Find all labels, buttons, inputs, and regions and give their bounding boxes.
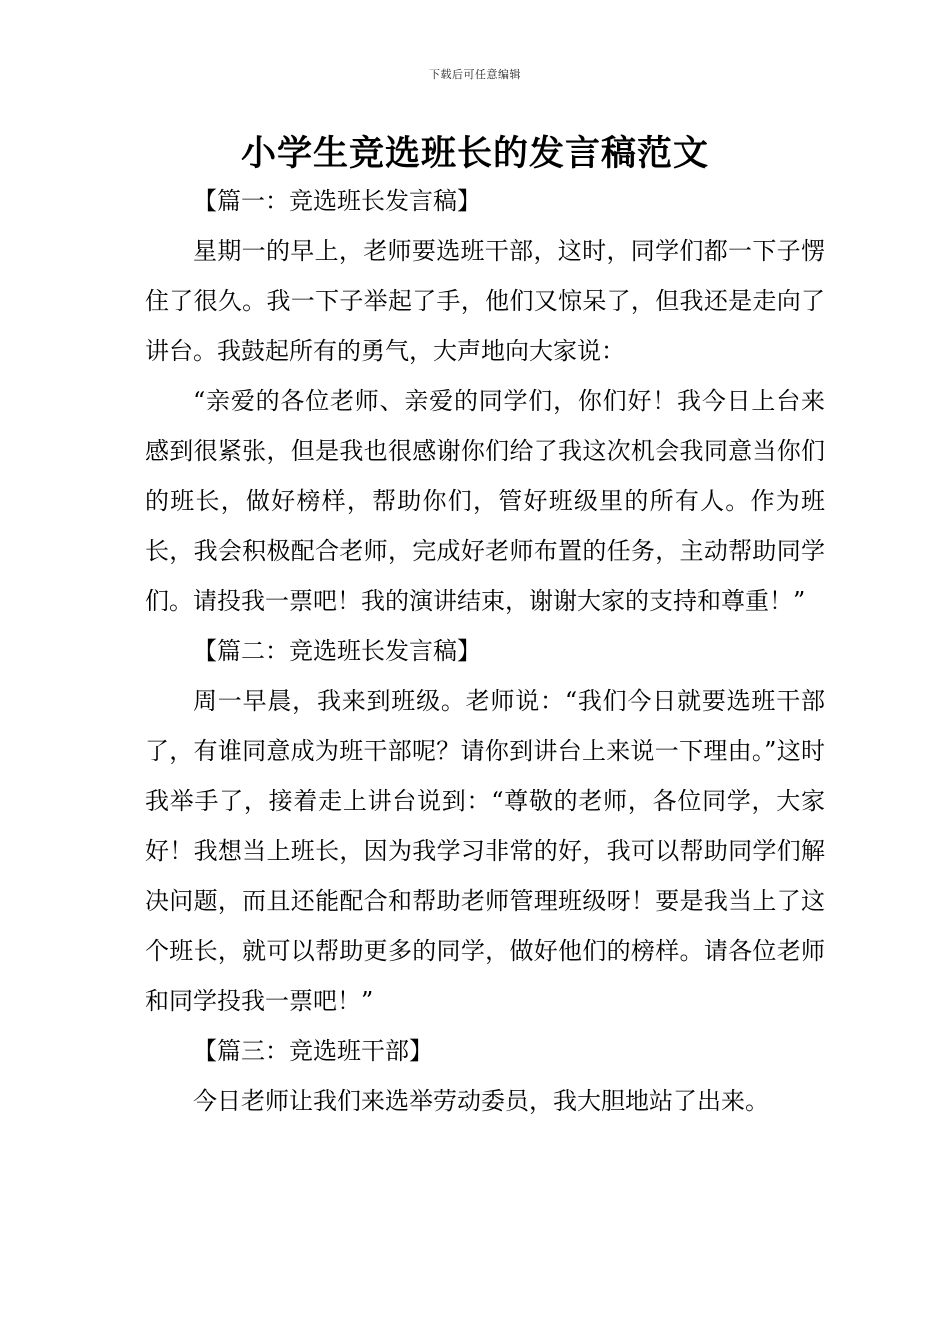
document-body <box>145 176 825 1126</box>
document-title: 小学生竞选班长的发言稿范文 <box>240 133 709 174</box>
header-note: 下载后可任意编辑 <box>429 68 521 81</box>
section-heading-3: 【篇三：竞选班干部】 <box>193 1037 433 1065</box>
paragraph: “亲爱的各位老师、亲爱的同学们，你们好！我今日上台来感到很紧张，但是我也很感谢你们给了我这次机会我同意当你们的班长，做好榜样，帮助你们，管好班级里的所有人。作为班长，我会积极配合老师，完成好老师布置的任务，主动帮助同学们。请投我一票吧！我的演讲结束，谢谢大家的支持和尊重！” <box>145 387 825 615</box>
paragraph: 周一早晨，我来到班级。老师说：“我们今日就要选班干部了，有谁同意成为班干部呢？请你到讲台上来说一下理由。”这时我举手了，接着走上讲台说到：“尊敬的老师，各位同学，大家好！我想当上班长，因为我学习非常的好，我可以帮助同学们解决问题，而且还能配合和帮助老师管理班级呀！要是我当上了这个班长，就可以帮助更多的同学，做好他们的榜样。请各位老师和同学投我一票吧！” <box>145 687 825 1015</box>
section-heading-2: 【篇二：竞选班长发言稿】 <box>193 637 481 665</box>
paragraph: 星期一的早上，老师要选班干部，这时，同学们都一下子愣住了很久。我一下子举起了手，他们又惊呆了，但我还是走向了讲台。我鼓起所有的勇气，大声地向大家说： <box>145 237 825 365</box>
paragraph: 今日老师让我们来选举劳动委员，我大胆地站了出来。 <box>193 1087 769 1115</box>
section-heading-1: 【篇一：竞选班长发言稿】 <box>193 187 481 215</box>
